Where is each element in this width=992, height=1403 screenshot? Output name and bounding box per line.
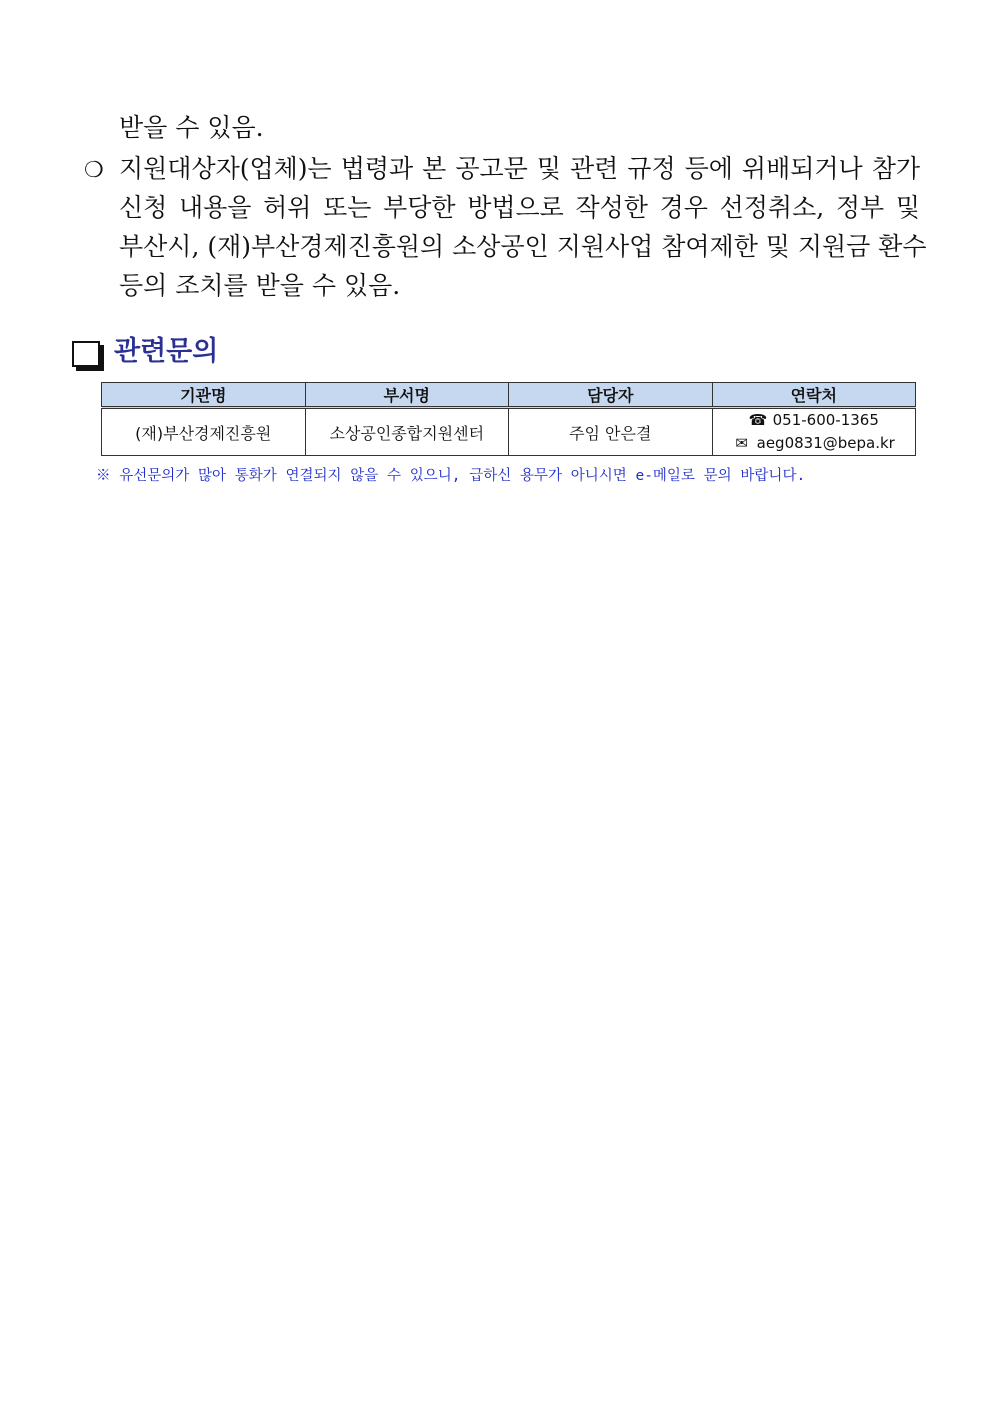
cell-org: (재)부산경제진흥원 (102, 408, 306, 456)
table-header-row (102, 383, 916, 408)
email-line (713, 432, 916, 455)
contact-note: ※ 유선문의가 많아 통화가 연결되지 않을 수 있으니, 급하신 용무가 아니시면 e-메일로 문의 바랍니다. (96, 468, 806, 484)
paragraph-line-2: 신청 내용을 허위 또는 부당한 방법으로 작성한 경우 선정취소, 정부 및 (119, 193, 920, 222)
email-address[interactable]: aeg0831@bepa.kr (756, 434, 895, 452)
paragraph-line-3: 부산시, (재)부산경제진흥원의 소상공인 지원사업 참여제한 및 지원금 환수 (119, 232, 927, 261)
header-person: 담당자 (509, 383, 713, 408)
header-org: 기관명 (102, 383, 306, 408)
bullet-circle-icon: ❍ (84, 158, 104, 183)
cell-person: 주임 안은결 (509, 408, 713, 456)
table-row (102, 408, 916, 456)
header-dept: 부서명 (305, 383, 509, 408)
section-title: 관련문의 (114, 336, 219, 367)
paragraph-line-4: 등의 조치를 받을 수 있음. (119, 271, 401, 300)
paragraph-line-1: 지원대상자(업체)는 법령과 본 공고문 및 관련 규정 등에 위배되거나 참가 (119, 154, 920, 183)
phone-icon: ☎ (748, 411, 768, 429)
cell-dept: 소상공인종합지원센터 (305, 408, 509, 456)
cell-contact (712, 408, 916, 456)
phone-line (713, 409, 916, 432)
phone-number: 051-600-1365 (772, 411, 879, 429)
header-contact: 연락처 (712, 383, 916, 408)
mail-icon: ✉ (735, 434, 748, 452)
section-checkbox-icon (72, 341, 100, 367)
contact-table (101, 382, 916, 456)
continuation-text: 받을 수 있음. (119, 113, 264, 142)
